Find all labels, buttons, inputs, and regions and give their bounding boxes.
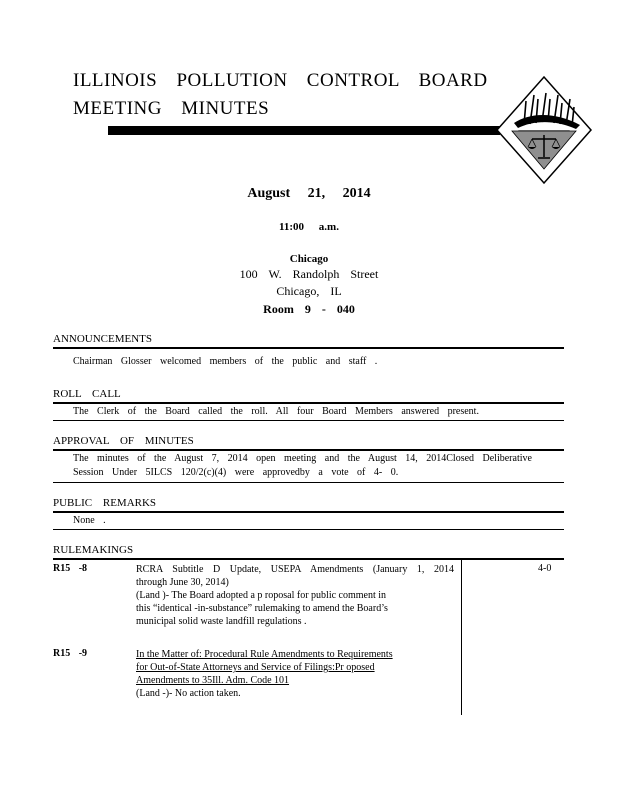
rulemaking-title-line: through June 30, 2014) (136, 577, 229, 588)
announcements-heading: ANNOUNCEMENTS (53, 333, 152, 345)
roll-call-heading: ROLL CALL (53, 388, 121, 400)
approval-text-line-1: The minutes of the August 7, 2014 open meeting and the August 14, 2014Closed Deliberative (73, 453, 532, 464)
rulemakings-heading: RULEMAKINGS (53, 544, 134, 556)
rulemaking-details (136, 648, 454, 700)
meeting-room: Room 9 - 040 (263, 302, 355, 316)
public-remarks-heading: PUBLIC REMARKS (53, 497, 157, 509)
rulemaking-action-line: (Land -)- No action taken. (136, 688, 241, 699)
announcements-rule (53, 347, 564, 349)
rulemaking-action-line: municipal solid waste landfill regulations . (136, 616, 307, 627)
rulemaking-action-line: this “identical -in-substance” rulemaking to amend the Board’s (136, 603, 388, 614)
meeting-city: Chicago (289, 253, 329, 265)
rulemaking-action-line: (Land )- The Board adopted a p roposal for public comment in (136, 590, 387, 601)
approval-bottom-rule (53, 482, 564, 483)
title-line-2: MEETING MINUTES (73, 98, 270, 119)
meeting-city-state: Chicago, IL (276, 284, 342, 298)
meeting-date: August 21, 2014 (247, 186, 371, 201)
rulemaking-details (136, 563, 454, 628)
rulemaking-title-line: In the Matter of: Procedural Rule Amendments to Requirements (136, 649, 393, 660)
approval-text-line-2: Session Under 5ILCS 120/2(c)(4) were approvedby a vote of 4- 0. (73, 467, 399, 478)
meeting-time: 11:00 a.m. (279, 221, 339, 233)
roll-call-rule (53, 402, 564, 404)
announcements-text: Chairman Glosser welcomed members of the public and staff . (73, 356, 378, 367)
public-remarks-rule (53, 511, 564, 513)
roll-call-text: The Clerk of the Board called the roll. All four Board Members answered present. (73, 406, 479, 417)
public-remarks-text: None . (73, 515, 106, 526)
rulemaking-title-line: Amendments to 35Ill. Adm. Code 101 (136, 675, 290, 686)
header-bar (108, 126, 500, 135)
roll-call-bottom-rule (53, 420, 564, 421)
public-remarks-bottom-rule (53, 529, 564, 530)
approval-heading: APPROVAL OF MINUTES (53, 435, 194, 447)
rulemaking-number: R15 -8 (53, 563, 88, 574)
rulemaking-number: R15 -9 (53, 648, 88, 659)
approval-rule (53, 449, 564, 451)
meeting-address: 100 W. Randolph Street (239, 267, 379, 281)
rulemaking-title-line: for Out-of-State Attorneys and Service of Filings:Pr oposed (136, 662, 375, 673)
title-line-1: ILLINOIS POLLUTION CONTROL BOARD (73, 70, 488, 91)
rulemakings-rule (53, 558, 564, 560)
board-seal-logo (494, 75, 594, 185)
rulemaking-vote: 4-0 (538, 563, 552, 574)
rulemakings-column-divider (461, 560, 462, 715)
rulemaking-title-line: RCRA Subtitle D Update, USEPA Amendments (January 1, 2014 (136, 564, 454, 575)
